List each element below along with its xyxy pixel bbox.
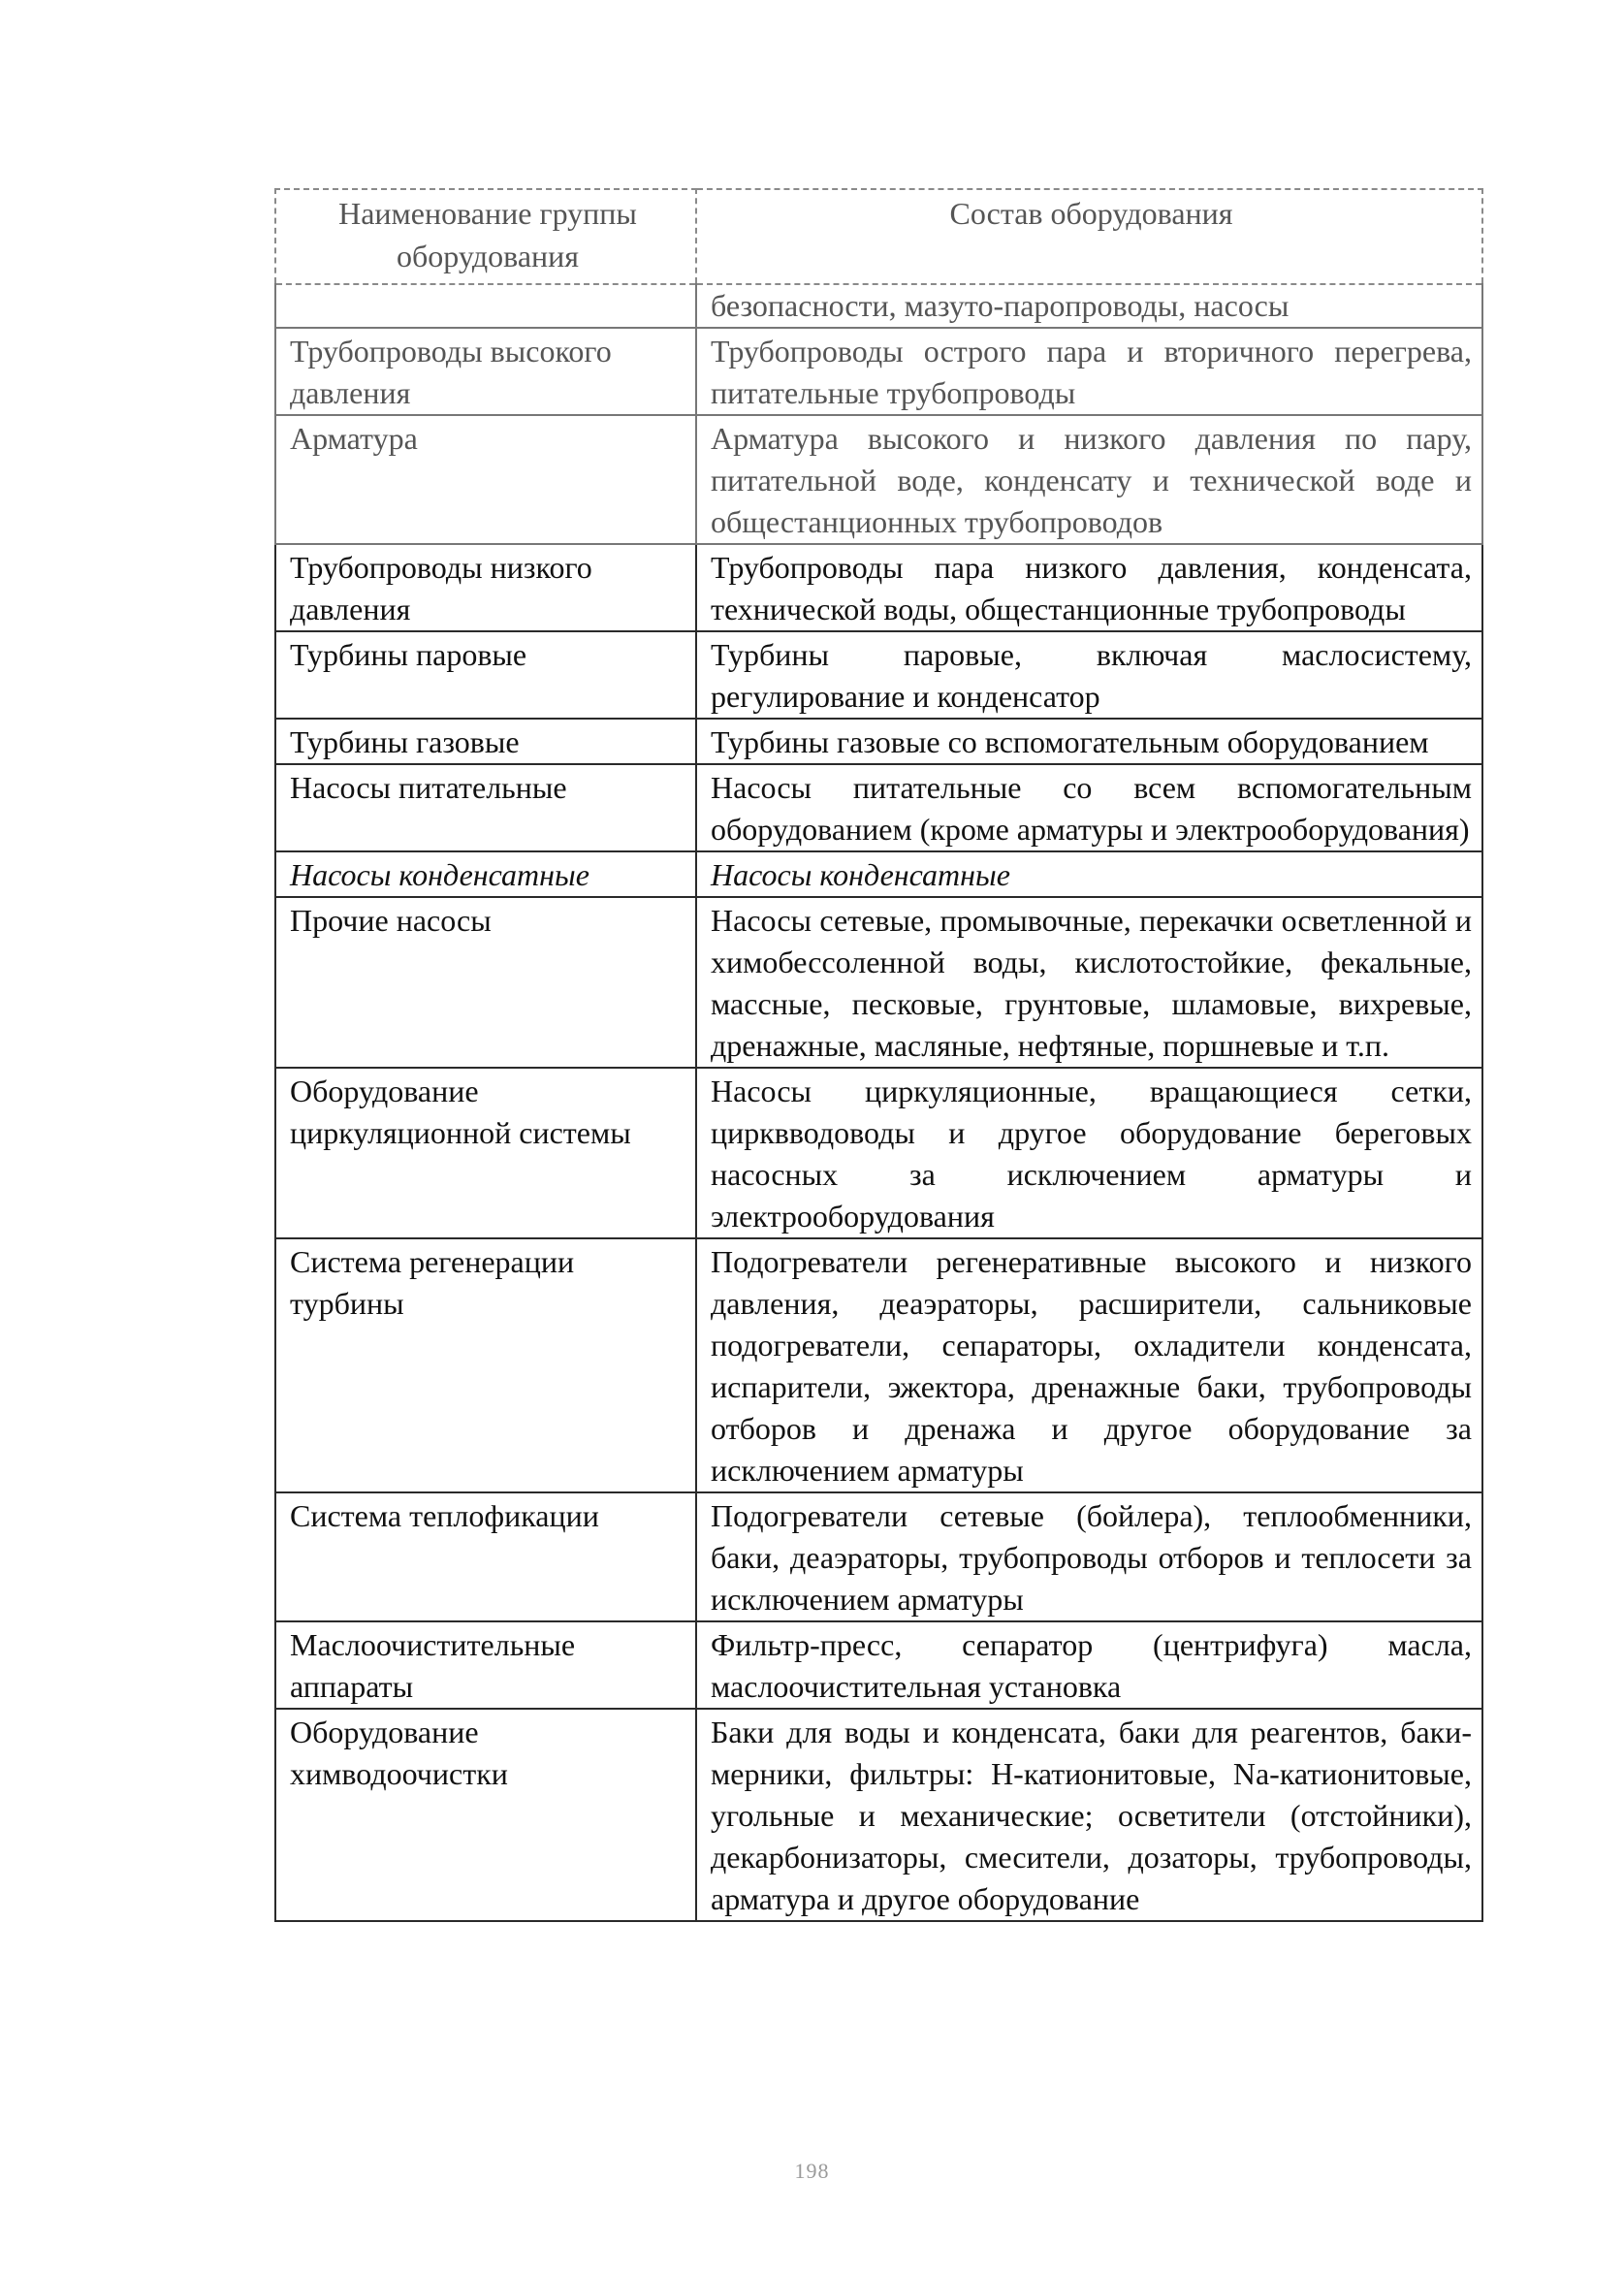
composition-cell: Подогреватели сетевые (бойлера), теплообменники, баки, деаэраторы, трубопроводы отборов и теплосети за исключением арматуры <box>696 1492 1482 1621</box>
group-name-cell: Арматура <box>275 415 696 544</box>
table-row <box>275 1492 1482 1621</box>
composition-cell: Насосы питательные со всем вспомогательным оборудованием (кроме арматуры и электрооборудования) <box>696 764 1482 851</box>
composition-cell: Подогреватели регенеративные высокого и низкого давления, деаэраторы, расширители, сальниковые подогреватели, сепараторы, охладители конденсата, испарители, эжектора, дренажные баки, трубопроводы отборов и дренажа и другое оборудование за исключением арматуры <box>696 1238 1482 1492</box>
group-name-cell: Трубопроводы высокого давления <box>275 328 696 415</box>
composition-cell: Насосы циркуляционные, вращающиеся сетки, цирквводоводы и другое оборудование береговых насосных за исключением арматуры и электрооборудования <box>696 1068 1482 1238</box>
table-row <box>275 851 1482 897</box>
table-row <box>275 1621 1482 1709</box>
group-name-cell: Система теплофикации <box>275 1492 696 1621</box>
table-row <box>275 1709 1482 1921</box>
composition-cell: Турбины газовые со вспомогательным оборудованием <box>696 719 1482 764</box>
composition-cell: безопасности, мазуто-паропроводы, насосы <box>696 284 1482 328</box>
group-name-cell: Трубопроводы низкого давления <box>275 544 696 631</box>
group-name-cell: Насосы питательные <box>275 764 696 851</box>
group-name-cell: Маслоочистительные аппараты <box>275 1621 696 1709</box>
table-row <box>275 328 1482 415</box>
composition-cell: Насосы сетевые, промывочные, перекачки осветленной и химобессоленной воды, кислотостойкие, фекальные, массные, песковые, грунтовые, шламовые, вихревые, дренажные, масляные, нефтяные, поршневые и т.п. <box>696 897 1482 1068</box>
header-equipment-composition: Состав оборудования <box>696 189 1482 284</box>
composition-cell: Фильтр-пресс, сепаратор (центрифуга) масла, маслоочистительная установка <box>696 1621 1482 1709</box>
group-name-cell: Прочие насосы <box>275 897 696 1068</box>
table-row <box>275 1238 1482 1492</box>
header-group-name: Наименование группы оборудования <box>275 189 696 284</box>
composition-cell: Баки для воды и конденсата, баки для реагентов, баки-мерники, фильтры: Н-катионитовые, Na-катионитовые, угольные и механические; осветители (отстойники), декарбонизаторы, смесители, дозаторы, трубопроводы, арматура и другое оборудование <box>696 1709 1482 1921</box>
composition-cell: Трубопроводы пара низкого давления, конденсата, технической воды, общестанционные трубопроводы <box>696 544 1482 631</box>
table-row <box>275 544 1482 631</box>
page-number: 198 <box>794 2159 830 2183</box>
group-name-cell: Турбины газовые <box>275 719 696 764</box>
table-row <box>275 1068 1482 1238</box>
group-name-cell <box>275 284 696 328</box>
table-row <box>275 284 1482 328</box>
composition-cell: Насосы конденсатные <box>696 851 1482 897</box>
composition-cell: Турбины паровые, включая маслосистему, регулирование и конденсатор <box>696 631 1482 719</box>
group-name-cell: Система регенерации турбины <box>275 1238 696 1492</box>
table-row <box>275 415 1482 544</box>
composition-cell: Трубопроводы острого пара и вторичного перегрева, питательные трубопроводы <box>696 328 1482 415</box>
group-name-cell: Насосы конденсатные <box>275 851 696 897</box>
table-row <box>275 631 1482 719</box>
group-name-cell: Турбины паровые <box>275 631 696 719</box>
equipment-groups-table <box>274 188 1483 1922</box>
table-row <box>275 764 1482 851</box>
table-header-row <box>275 189 1482 284</box>
table-row <box>275 719 1482 764</box>
composition-cell: Арматура высокого и низкого давления по пару, питательной воде, конденсату и технической воде и общестанционных трубопроводов <box>696 415 1482 544</box>
group-name-cell: Оборудование химводоочистки <box>275 1709 696 1921</box>
group-name-cell: Оборудование циркуляционной системы <box>275 1068 696 1238</box>
table-row <box>275 897 1482 1068</box>
